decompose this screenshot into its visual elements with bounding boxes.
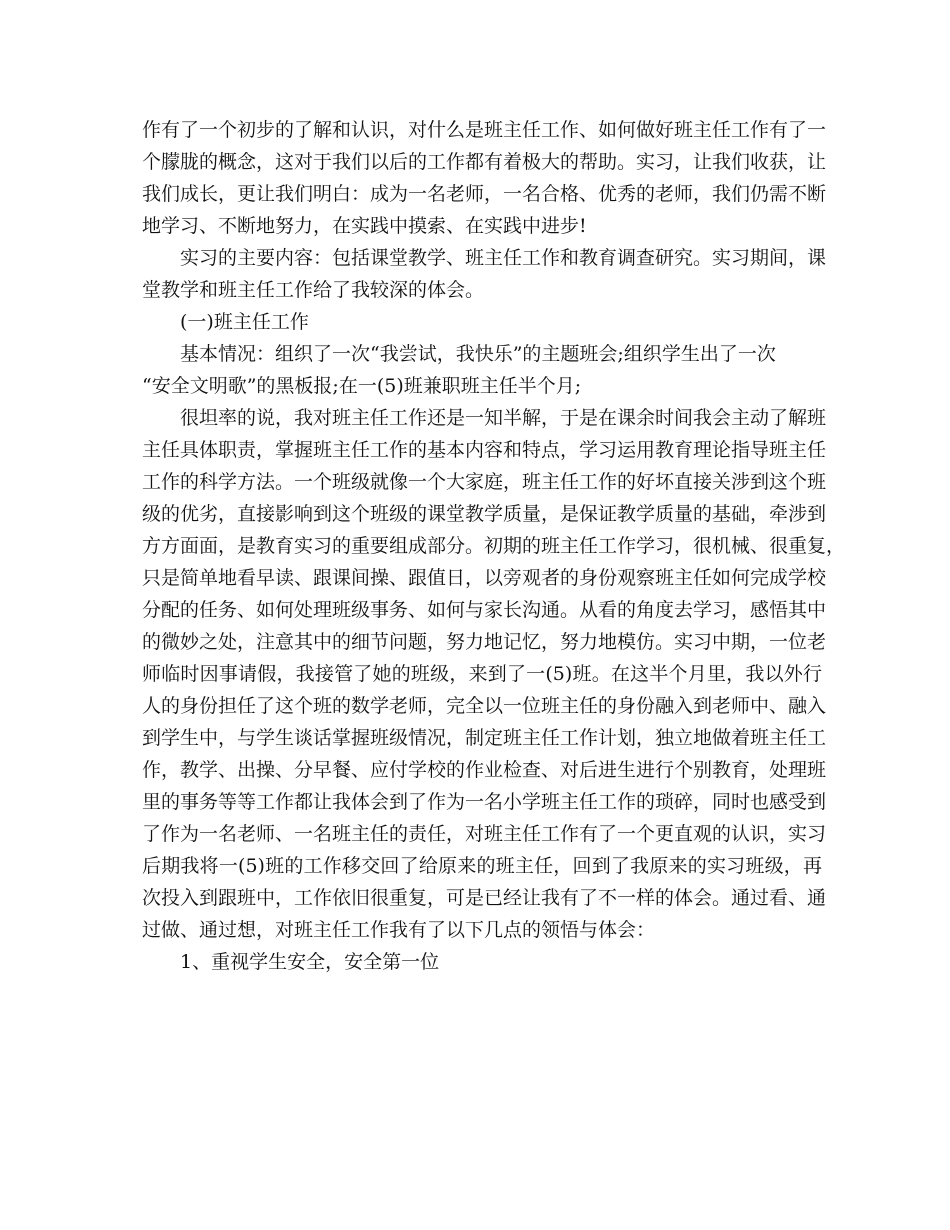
text-line: 分配的任务、如何处理班级事务、如何与家长沟通。从看的角度去学习，感悟其中 <box>142 599 827 621</box>
text-line: 后期我将一(5)班的工作移交回了给原来的班主任，回到了我原来的实习班级，再 <box>142 855 822 877</box>
text-line: 堂教学和班主任工作给了我较深的体会。 <box>142 279 485 301</box>
paragraph-start-line: 基本情况：组织了一次“我尝试，我快乐”的主题班会;组织学生出了一次 <box>180 343 776 365</box>
text-line: 人的身份担任了这个班的数学老师，完全以一位班主任的身份融入到老师中、融入 <box>142 695 827 717</box>
text-line: 次投入到跟班中，工作依旧很重复，可是已经让我有了不一样的体会。通过看、通 <box>142 887 827 909</box>
text-line: 个朦胧的概念，这对于我们以后的工作都有着极大的帮助。实习，让我们收获，让 <box>142 151 827 173</box>
text-line: 的微妙之处，注意其中的细节问题，努力地记忆，努力地模仿。实习中期，一位老 <box>142 631 827 653</box>
text-line: 里的事务等等工作都让我体会到了作为一名小学班主任工作的琐碎，同时也感受到 <box>142 791 827 813</box>
text-line: 只是简单地看早读、跟课间操、跟值日，以旁观者的身份观察班主任如何完成学校 <box>142 567 827 589</box>
text-line: 工作的科学方法。一个班级就像一个大家庭，班主任工作的好坏直接关涉到这个班 <box>142 471 827 493</box>
text-line: 主任具体职责，掌握班主任工作的基本内容和特点，学习运用教育理论指导班主任 <box>142 439 827 461</box>
text-line: 作，教学、出操、分早餐、应付学校的作业检查、对后进生进行个别教育，处理班 <box>142 759 827 781</box>
body-text <box>142 114 846 978</box>
text-line: 地学习、不断地努力，在实践中摸索、在实践中进步! <box>142 215 587 237</box>
paragraph-start-line: 实习的主要内容：包括课堂教学、班主任工作和教育调查研究。实习期间，课 <box>180 247 827 269</box>
text-line: 过做、通过想，对班主任工作我有了以下几点的领悟与体会： <box>142 919 656 941</box>
text-line: “安全文明歌”的黑板报;在一(5)班兼职班主任半个月; <box>142 375 582 397</box>
text-line: 方方面面，是教育实习的重要组成部分。初期的班主任工作学习，很机械、很重复， <box>142 535 846 557</box>
section-heading: (一)班主任工作 <box>180 311 309 333</box>
text-line: 作有了一个初步的了解和认识，对什么是班主任工作、如何做好班主任工作有了一 <box>142 119 827 141</box>
text-line: 到学生中，与学生谈话掌握班级情况，制定班主任工作计划，独立地做着班主任工 <box>142 727 827 749</box>
text-line: 师临时因事请假，我接管了她的班级，来到了一(5)班。在这半个月里，我以外行 <box>142 663 822 685</box>
text-line: 了作为一名老师、一名班主任的责任，对班主任工作有了一个更直观的认识，实习 <box>142 823 827 845</box>
text-line: 我们成长，更让我们明白：成为一名老师，一名合格、优秀的老师，我们仍需不断 <box>142 183 827 205</box>
text-line: 级的优劣，直接影响到这个班级的课堂教学质量，是保证教学质量的基础，牵涉到 <box>142 503 827 525</box>
paragraph-start-line: 很坦率的说，我对班主任工作还是一知半解，于是在课余时间我会主动了解班 <box>180 407 827 429</box>
numbered-heading: 1、重视学生安全，安全第一位 <box>180 951 440 973</box>
